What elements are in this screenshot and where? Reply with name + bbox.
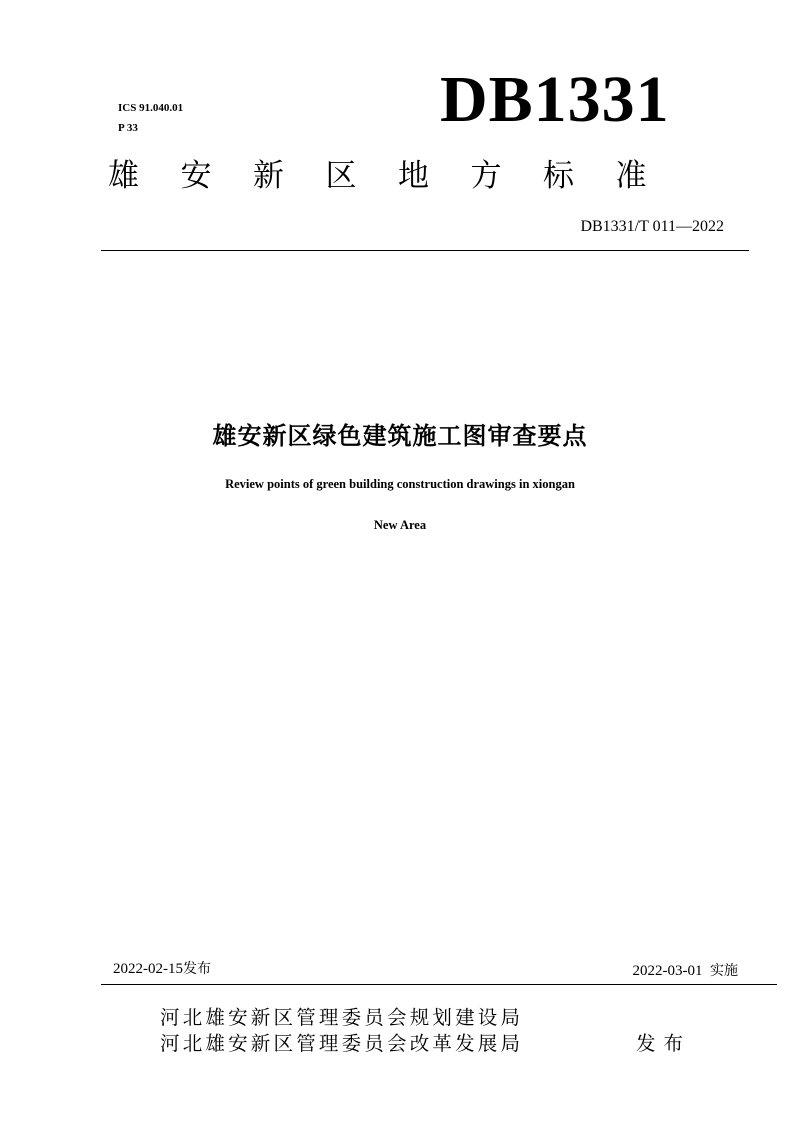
standard-number: DB1331/T 011—2022 <box>580 218 724 235</box>
document-title-english-line2: New Area <box>373 518 427 532</box>
standard-type: 雄安新区地方标准 <box>108 158 688 194</box>
ics-block <box>118 98 183 138</box>
ccs-category: P 33 <box>118 122 138 134</box>
issuer-line-1: 河北雄安新区管理委员会规划建设局 <box>160 1006 524 1029</box>
implement-label: 实施 <box>710 963 738 979</box>
db-code: DB1331 <box>440 63 670 136</box>
issuer-line-2: 河北雄安新区管理委员会改革发展局 <box>160 1032 524 1055</box>
publish-label: 发布 <box>183 961 211 977</box>
issuers-block <box>160 1005 692 1057</box>
implement-date: 2022-03-01 <box>632 963 703 979</box>
issue-label: 发布 <box>636 1032 692 1055</box>
implement-date-block <box>633 960 739 982</box>
top-divider <box>101 250 749 251</box>
document-title-english-line1: Review points of green building construction drawings in xiongan <box>225 477 575 491</box>
bottom-divider <box>101 984 777 985</box>
ics-code: ICS 91.040.01 <box>118 102 184 114</box>
publish-date: 2022-02-15 <box>113 961 183 977</box>
document-title-chinese: 雄安新区绿色建筑施工图审查要点 <box>212 422 588 450</box>
publish-date-block <box>113 958 211 980</box>
